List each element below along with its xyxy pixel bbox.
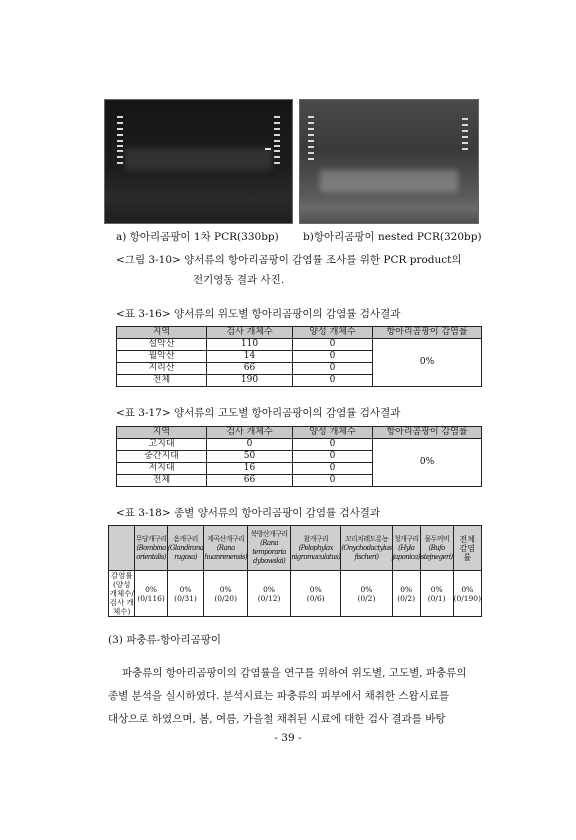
dna-ladder-left [308, 112, 314, 172]
rate-cell: 0% (0/31) [167, 571, 204, 617]
table-header-row [117, 427, 482, 439]
body-paragraph [108, 662, 482, 731]
region-cell: 월악산 [117, 351, 207, 363]
gel-smear [125, 148, 272, 170]
page-number: - 39 - [274, 732, 302, 744]
region-cell: 고지대 [117, 439, 207, 451]
rate-cell: 0% (0/12) [248, 571, 291, 617]
column-header: 양성 개체수 [293, 427, 373, 439]
infection-rate-cell: 0% [373, 339, 482, 387]
positive-cell: 0 [293, 339, 373, 351]
total-header: 전체 감염률 [453, 526, 481, 571]
region-cell: 전체 [117, 475, 207, 487]
species-header: 북방산개구리 (Rana temporaria dybowskii) [248, 526, 291, 571]
gel-band [265, 148, 271, 150]
column-header: 양성 개체수 [293, 327, 373, 339]
row-header: 감염률 (양성 개체수/ 검사 개체수) [109, 571, 134, 616]
gel-image-primary-pcr [104, 99, 293, 224]
rate-cell: 0% (0/1) [420, 571, 453, 617]
positive-cell: 0 [293, 375, 373, 387]
tested-cell: 0 [207, 439, 293, 451]
tested-cell: 50 [207, 451, 293, 463]
region-cell: 설악산 [117, 339, 207, 351]
positive-cell: 0 [293, 463, 373, 475]
gel-image-nested-pcr [299, 99, 479, 224]
column-header: 지역 [117, 427, 207, 439]
infection-rate-cell: 0% [373, 439, 482, 487]
species-infection-table [108, 525, 482, 617]
region-cell: 저지대 [117, 463, 207, 475]
latitude-infection-table [116, 326, 482, 387]
column-header: 항아리곰팡이 감염률 [373, 427, 482, 439]
column-header: 지역 [117, 327, 207, 339]
table-row [117, 339, 482, 351]
region-cell: 중간지대 [117, 451, 207, 463]
positive-cell: 0 [293, 475, 373, 487]
species-header: 무당개구리 (Bombina orientalis) [135, 526, 167, 571]
species-header: 꼬리치레도롱뇽 (Onychodactylus fischeri) [341, 526, 392, 571]
column-header: 검사 개체수 [207, 327, 293, 339]
positive-cell: 0 [293, 451, 373, 463]
figure-caption [116, 250, 482, 290]
dna-ladder-left [117, 112, 123, 172]
positive-cell: 0 [293, 351, 373, 363]
rate-cell: 0% (0/6) [291, 571, 341, 617]
region-cell: 지리산 [117, 363, 207, 375]
corner-cell [109, 526, 135, 571]
rate-cell: 0% (0/2) [341, 571, 392, 617]
tested-cell: 66 [207, 363, 293, 375]
table2-caption: <표 3-17> 양서류의 고도별 항아리곰팡이의 감염률 검사결과 [116, 407, 401, 419]
table1-caption: <표 3-16> 양서류의 위도별 항아리곰팡이의 감염률 검사결과 [116, 308, 401, 320]
species-header: 옴개구리 (Glandirana rugosa) [167, 526, 204, 571]
table-row [109, 571, 482, 617]
species-header: 참개구리 (Pelophylax nigromaculatus) [291, 526, 341, 571]
figure-caption-b: b)항아리곰팡이 nested PCR(320bp) [303, 231, 482, 243]
table3-caption: <표 3-18> 종별 양서류의 항아리곰팡이 감염률 검사결과 [116, 507, 381, 519]
tested-cell: 16 [207, 463, 293, 475]
rate-cell: 0% (0/2) [392, 571, 420, 617]
dna-ladder-right [462, 114, 468, 174]
rate-cell: 0% (0/20) [204, 571, 248, 617]
table-header-row [109, 526, 482, 571]
tested-cell: 66 [207, 475, 293, 487]
rate-cell: 0% (0/116) [135, 571, 167, 617]
section-heading: (3) 파충류-항아리곰팡이 [108, 634, 222, 646]
species-header: 청개구리 (Hyla japonica) [392, 526, 420, 571]
gel-smear [320, 170, 458, 192]
figure-caption-line1: <그림 3-10> 양서류의 항아리곰팡이 감염률 조사를 위한 PCR product의 [116, 254, 462, 266]
table-header-row [117, 327, 482, 339]
figure-caption-a: a) 항아리곰팡이 1차 PCR(330bp) [116, 231, 279, 243]
paragraph-line: 종별 분석을 실시하였다. 분석시료는 파충류의 피부에서 채취한 스왑시료를 [108, 690, 450, 702]
region-cell: 전체 [117, 375, 207, 387]
paragraph-line: 파충류의 항아리곰팡이의 감염률을 연구를 위하여 위도별, 고도별, 파충류의 [122, 667, 467, 679]
total-rate-cell: 0% (0/190) [453, 571, 481, 617]
dna-ladder-right [274, 112, 280, 172]
table-row [117, 439, 482, 451]
tested-cell: 110 [207, 339, 293, 351]
species-header: 물두꺼비 (Bufo stejnegeri) [420, 526, 453, 571]
column-header: 검사 개체수 [207, 427, 293, 439]
paragraph-line: 대상으로 하였으며, 봄, 여름, 가을철 채취된 시료에 대한 검사 결과를 바탕 [108, 713, 446, 725]
positive-cell: 0 [293, 439, 373, 451]
tested-cell: 14 [207, 351, 293, 363]
altitude-infection-table [116, 426, 482, 487]
species-header: 계곡산개구리 (Rana huanrenensis) [204, 526, 248, 571]
column-header: 항아리곰팡이 감염률 [373, 327, 482, 339]
positive-cell: 0 [293, 363, 373, 375]
figure-caption-line2: 전기영동 결과 사진. [193, 274, 285, 286]
tested-cell: 190 [207, 375, 293, 387]
